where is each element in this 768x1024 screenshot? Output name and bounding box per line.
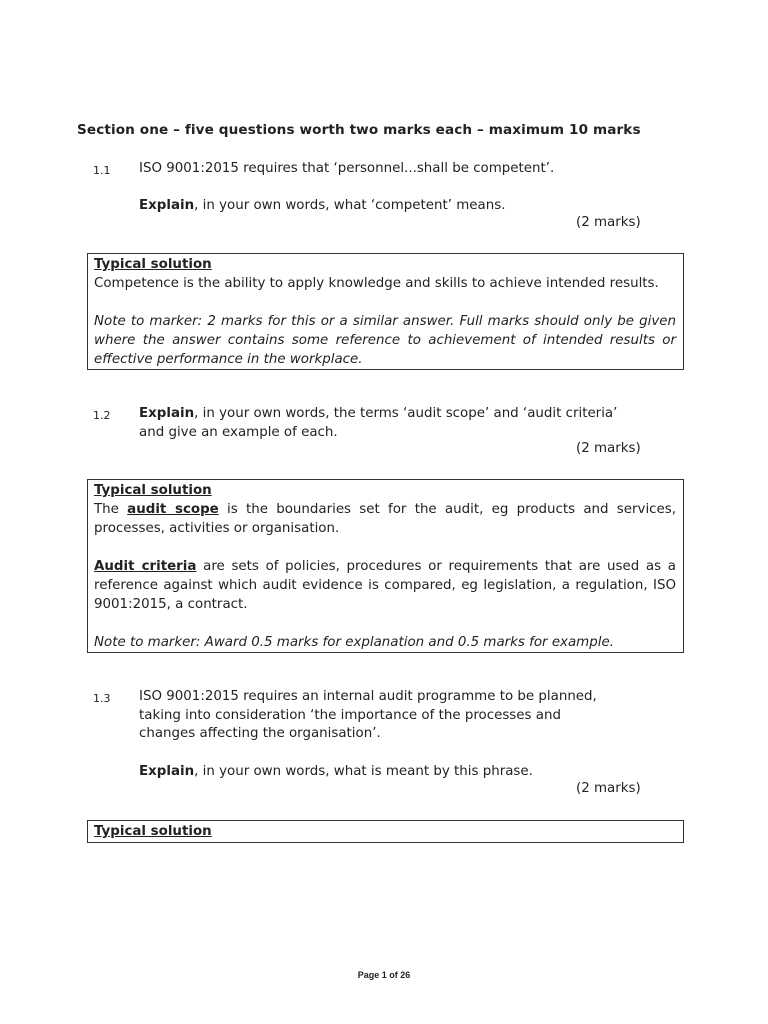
marks-label: (2 marks) xyxy=(576,215,641,230)
solution-box xyxy=(87,479,684,653)
solution-title: Typical solution xyxy=(94,483,212,498)
text-fragment: The xyxy=(94,502,128,517)
solution-text: Competence is the ability to apply knowledge and skills to achieve intended results. xyxy=(94,276,659,291)
instruction-text: , in your own words, the terms ‘audit scope’ and ‘audit criteria’ xyxy=(194,406,618,421)
question-number: 1.1 xyxy=(93,164,111,177)
audit-scope-definition xyxy=(94,500,676,538)
spacer xyxy=(94,538,676,557)
solution-box xyxy=(87,253,684,370)
question-number: 1.3 xyxy=(93,692,111,705)
marker-note: Note to marker: Award 0.5 marks for explanation and 0.5 marks for example. xyxy=(94,635,614,650)
question-text: and give an example of each. xyxy=(139,425,338,440)
question-text: taking into consideration ‘the importance of the processes and xyxy=(139,708,561,723)
question-instruction xyxy=(139,404,617,423)
explain-keyword: Explain xyxy=(139,406,195,421)
marks-label: (2 marks) xyxy=(576,781,641,796)
instruction-text: , in your own words, what is meant by this phrase. xyxy=(194,764,533,779)
text-fragment: are sets of policies, procedures or requirements that are used as a reference against which audit evidence is compared, eg legislation, a regulation, ISO 9001:2015, a contract. xyxy=(94,559,676,612)
audit-criteria-term: Audit criteria xyxy=(94,559,197,574)
question-number: 1.2 xyxy=(93,409,111,422)
spacer xyxy=(94,614,676,633)
explain-keyword: Explain xyxy=(139,198,195,213)
spacer xyxy=(94,293,676,312)
question-instruction xyxy=(139,762,533,781)
marks-label: (2 marks) xyxy=(576,441,641,456)
text-fragment: is the boundaries set for the audit, eg products and services, processes, activities or organisation. xyxy=(94,502,676,536)
audit-criteria-definition xyxy=(94,557,676,614)
question-text: changes affecting the organisation’. xyxy=(139,726,381,741)
page-number: Page 1 of 26 xyxy=(357,970,411,980)
solution-box xyxy=(87,820,684,843)
solution-title: Typical solution xyxy=(94,257,212,272)
audit-scope-term: audit scope xyxy=(127,502,219,517)
instruction-text: , in your own words, what ‘competent’ means. xyxy=(194,198,506,213)
question-text: ISO 9001:2015 requires that ‘personnel...shall be competent’. xyxy=(139,161,555,176)
marker-note: Note to marker: 2 marks for this or a similar answer. Full marks should only be given where the answer contains some reference to achievement of intended results or effective performance in the workplace. xyxy=(94,314,676,367)
explain-keyword: Explain xyxy=(139,764,195,779)
question-instruction xyxy=(139,196,505,215)
solution-title: Typical solution xyxy=(94,824,212,839)
section-heading: Section one – five questions worth two marks each – maximum 10 marks xyxy=(77,122,641,138)
question-text: ISO 9001:2015 requires an internal audit programme to be planned, xyxy=(139,689,597,704)
